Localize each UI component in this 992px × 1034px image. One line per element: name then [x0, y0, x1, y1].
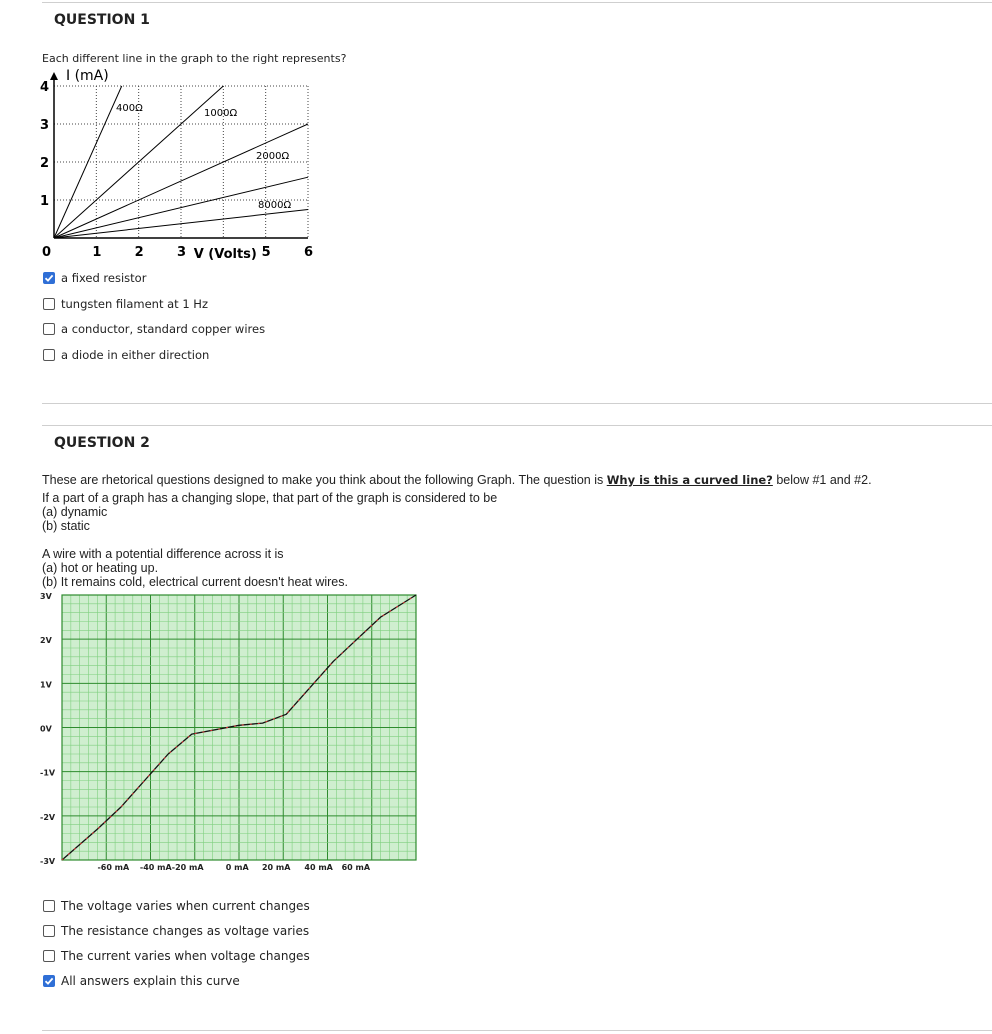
checkbox[interactable] [43, 349, 55, 361]
question-2-title: QUESTION 2 [54, 435, 150, 451]
y-axis-arrow-icon [50, 72, 58, 80]
question-1-prompt: Each different line in the graph to the right represents? [42, 52, 347, 65]
line-label: 2000Ω [256, 151, 290, 162]
option-label: The resistance changes as voltage varies [61, 924, 310, 938]
resistor-iv-chart [38, 66, 328, 266]
checkbox[interactable] [43, 950, 55, 962]
y-tick-label: 4 [40, 80, 50, 95]
bottom-divider [42, 1030, 992, 1031]
intro-text: These are rhetorical questions designed to make you think about the following Graph. The question is [42, 473, 607, 487]
q1-option[interactable] [43, 271, 146, 285]
option-label: tungsten filament at 1 Hz [61, 296, 208, 311]
q2-option[interactable] [43, 949, 310, 963]
x-tick-label: 40 mA [304, 863, 333, 872]
y-tick-label: 2V [40, 636, 52, 646]
line-label: 1000Ω [204, 108, 238, 119]
x-tick-label: 1 [92, 245, 102, 260]
option-label: The current varies when voltage changes [61, 949, 310, 963]
curved-line-link[interactable]: Why is this a curved line? [606, 473, 773, 487]
checkbox[interactable] [43, 900, 55, 912]
option-label: a diode in either direction [61, 347, 210, 362]
checkbox-checked[interactable] [43, 272, 55, 284]
checkbox[interactable] [43, 925, 55, 937]
checkbox[interactable] [43, 298, 55, 310]
y-tick-label: 3V [40, 592, 52, 601]
checkmark-icon [44, 976, 54, 986]
option-label: a conductor, standard copper wires [61, 322, 266, 336]
q2-option[interactable] [43, 924, 309, 938]
x-tick-label: 6 [304, 245, 314, 260]
line-label: 400Ω [116, 103, 143, 114]
question-b-option-a: (a) hot or heating up. [42, 561, 159, 575]
y-tick-label: 2 [40, 156, 50, 171]
y-tick-label: 1 [40, 194, 50, 209]
option-label: All answers explain this curve [61, 974, 240, 988]
q1-option[interactable] [43, 322, 265, 336]
x-tick-label: -40 mA [139, 863, 172, 872]
question-1-title: QUESTION 1 [54, 12, 150, 28]
x-tick-label: 60 mA [341, 863, 371, 872]
x-tick-label: 0 [42, 245, 52, 260]
divider-1 [42, 403, 992, 404]
y-tick-label: 0V [40, 724, 52, 734]
x-tick-label: 0 mA [225, 863, 249, 872]
x-tick-label: -60 mA [97, 863, 130, 872]
y-tick-label: -2V [40, 812, 56, 822]
x-axis-label: V (Volts) [193, 247, 257, 262]
x-tick-label: -20 mA [171, 863, 204, 872]
question-a-option-a: (a) dynamic [42, 505, 108, 519]
voltage-current-chart [38, 590, 418, 875]
checkbox[interactable] [43, 323, 55, 335]
question-a-text: If a part of a graph has a changing slope, that part of the graph is considered to be [42, 491, 498, 505]
x-tick-label: 5 [261, 245, 271, 260]
question-2-intro [42, 473, 872, 487]
y-tick-label: -3V [40, 857, 56, 866]
y-tick-label: -1V [40, 768, 56, 778]
x-tick-label: 3 [177, 245, 187, 260]
series-line-2000ohm [54, 124, 308, 238]
x-tick-label: 20 mA [261, 863, 291, 872]
checkbox-checked[interactable] [43, 975, 55, 987]
line-label: 8000Ω [258, 200, 292, 211]
divider-2 [42, 425, 992, 426]
x-tick-label: 2 [134, 245, 144, 260]
checkmark-icon [44, 273, 54, 283]
q1-option[interactable] [43, 297, 208, 311]
option-label: a fixed resistor [61, 271, 147, 285]
question-b-option-b: (b) It remains cold, electrical current doesn't heat wires. [42, 575, 348, 589]
y-tick-label: 1V [40, 680, 52, 690]
y-tick-label: 3 [40, 118, 50, 133]
q2-option[interactable] [43, 899, 310, 913]
y-axis-label: I (mA) [66, 68, 109, 84]
question-b-text: A wire with a potential difference across it is [42, 547, 284, 561]
q2-option[interactable] [43, 974, 240, 988]
question-a-option-b: (b) static [42, 519, 90, 533]
top-divider [42, 2, 992, 3]
q1-option[interactable] [43, 348, 209, 362]
option-label: The voltage varies when current changes [61, 899, 310, 913]
intro-text-end: below #1 and #2. [772, 473, 872, 487]
